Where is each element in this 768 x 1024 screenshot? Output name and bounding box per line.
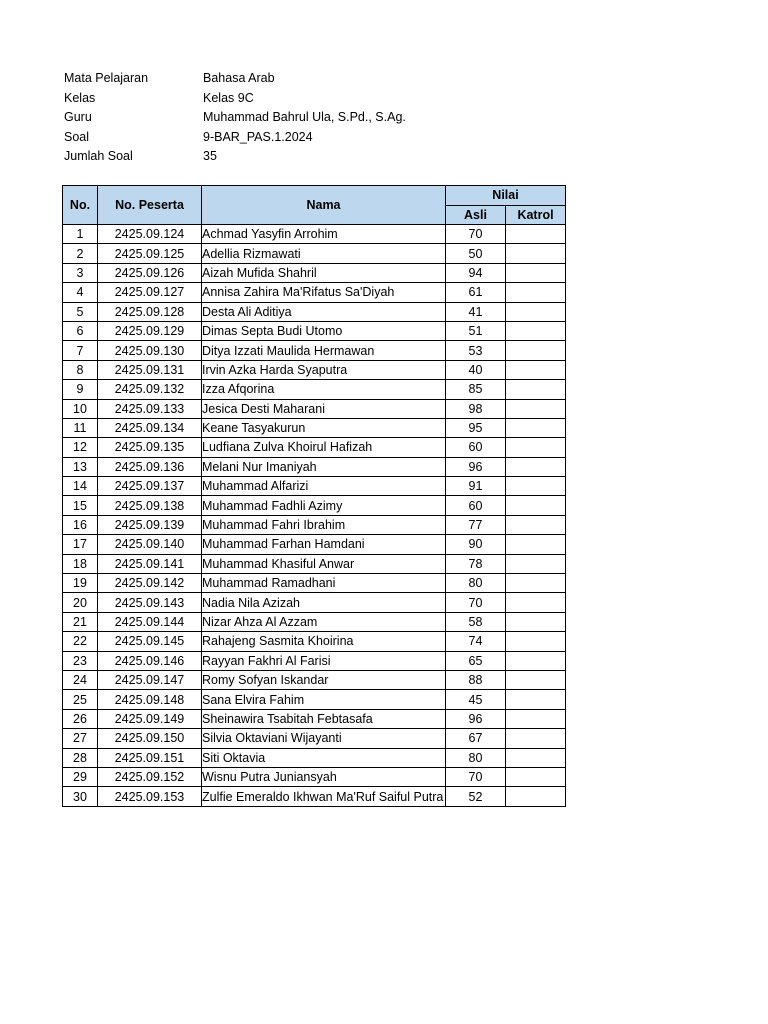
cell-original-score: 67 [446, 729, 506, 748]
cell-adjusted-score [506, 399, 566, 418]
cell-number: 2 [63, 244, 98, 263]
cell-number: 17 [63, 535, 98, 554]
info-label: Mata Pelajaran [64, 71, 149, 85]
cell-name: Muhammad Alfarizi [202, 477, 446, 496]
cell-original-score: 94 [446, 263, 506, 282]
cell-participant-number: 2425.09.147 [98, 670, 202, 689]
cell-participant-number: 2425.09.149 [98, 709, 202, 728]
cell-original-score: 60 [446, 496, 506, 515]
header-adjusted-score: Katrol [506, 205, 566, 225]
info-label: Kelas [64, 90, 96, 105]
cell-original-score: 65 [446, 651, 506, 670]
cell-name: Sana Elvira Fahim [202, 690, 446, 709]
cell-name: Sheinawira Tsabitah Febtasafa [202, 709, 446, 728]
cell-name: Muhammad Ramadhani [202, 574, 446, 593]
cell-number: 12 [63, 438, 98, 457]
cell-original-score: 74 [446, 632, 506, 651]
cell-adjusted-score [506, 438, 566, 457]
cell-participant-number: 2425.09.146 [98, 651, 202, 670]
cell-adjusted-score [506, 787, 566, 806]
cell-adjusted-score [506, 341, 566, 360]
table-row [63, 302, 566, 321]
table-row [63, 380, 566, 399]
info-row-teacher [64, 108, 406, 128]
table-row [63, 418, 566, 437]
cell-adjusted-score [506, 263, 566, 282]
cell-number: 5 [63, 302, 98, 321]
cell-number: 15 [63, 496, 98, 515]
table-row [63, 457, 566, 476]
cell-original-score: 98 [446, 399, 506, 418]
table-row [63, 263, 566, 282]
cell-participant-number: 2425.09.141 [98, 554, 202, 573]
cell-participant-number: 2425.09.132 [98, 380, 202, 399]
cell-number: 22 [63, 632, 98, 651]
cell-number: 18 [63, 554, 98, 573]
cell-participant-number: 2425.09.140 [98, 535, 202, 554]
cell-original-score: 90 [446, 535, 506, 554]
table-row [63, 438, 566, 457]
header-original-score: Asli [446, 205, 506, 225]
info-row-question-count [64, 147, 406, 167]
cell-name: Ludfiana Zulva Khoirul Hafizah [202, 438, 446, 457]
cell-name: Annisa Zahira Ma'Rifatus Sa'Diyah [202, 283, 446, 302]
cell-name: Izza Afqorina [202, 380, 446, 399]
cell-original-score: 61 [446, 283, 506, 302]
cell-adjusted-score [506, 380, 566, 399]
cell-name: Keane Tasyakurun [202, 418, 446, 437]
cell-original-score: 70 [446, 593, 506, 612]
cell-name: Wisnu Putra Juniansyah [202, 767, 446, 786]
cell-original-score: 53 [446, 341, 506, 360]
cell-name: Rahajeng Sasmita Khoirina [202, 632, 446, 651]
cell-adjusted-score [506, 360, 566, 379]
cell-adjusted-score [506, 283, 566, 302]
cell-number: 14 [63, 477, 98, 496]
cell-adjusted-score [506, 244, 566, 263]
cell-participant-number: 2425.09.142 [98, 574, 202, 593]
cell-participant-number: 2425.09.130 [98, 341, 202, 360]
info-value: Bahasa Arab [203, 71, 275, 85]
cell-original-score: 70 [446, 225, 506, 244]
cell-adjusted-score [506, 690, 566, 709]
cell-participant-number: 2425.09.145 [98, 632, 202, 651]
cell-original-score: 85 [446, 380, 506, 399]
table-row [63, 612, 566, 631]
cell-number: 6 [63, 321, 98, 340]
header-participant-number: No. Peserta [98, 186, 202, 225]
grades-table-body [63, 225, 566, 807]
info-label: Jumlah Soal [64, 149, 133, 163]
table-row [63, 283, 566, 302]
table-row [63, 554, 566, 573]
cell-adjusted-score [506, 574, 566, 593]
cell-name: Nadia Nila Azizah [202, 593, 446, 612]
info-value: 9-BAR_PAS.1.2024 [203, 129, 313, 144]
cell-number: 7 [63, 341, 98, 360]
cell-name: Achmad Yasyfin Arrohim [202, 225, 446, 244]
cell-number: 16 [63, 515, 98, 534]
info-label: Soal [64, 129, 90, 144]
cell-original-score: 96 [446, 457, 506, 476]
cell-original-score: 52 [446, 787, 506, 806]
table-row [63, 477, 566, 496]
info-value: 35 [203, 149, 217, 163]
cell-participant-number: 2425.09.133 [98, 399, 202, 418]
cell-number: 28 [63, 748, 98, 767]
table-row [63, 360, 566, 379]
cell-adjusted-score [506, 729, 566, 748]
cell-number: 8 [63, 360, 98, 379]
cell-participant-number: 2425.09.136 [98, 457, 202, 476]
table-row [63, 651, 566, 670]
cell-name: Irvin Azka Harda Syaputra [202, 360, 446, 379]
cell-adjusted-score [506, 593, 566, 612]
table-row [63, 709, 566, 728]
cell-adjusted-score [506, 321, 566, 340]
cell-original-score: 60 [446, 438, 506, 457]
cell-original-score: 91 [446, 477, 506, 496]
cell-participant-number: 2425.09.144 [98, 612, 202, 631]
cell-number: 19 [63, 574, 98, 593]
cell-name: Melani Nur Imaniyah [202, 457, 446, 476]
info-label: Guru [64, 110, 92, 124]
table-row [63, 748, 566, 767]
cell-adjusted-score [506, 632, 566, 651]
cell-original-score: 95 [446, 418, 506, 437]
cell-participant-number: 2425.09.152 [98, 767, 202, 786]
cell-adjusted-score [506, 554, 566, 573]
cell-participant-number: 2425.09.137 [98, 477, 202, 496]
cell-original-score: 80 [446, 748, 506, 767]
cell-adjusted-score [506, 302, 566, 321]
cell-number: 25 [63, 690, 98, 709]
cell-participant-number: 2425.09.143 [98, 593, 202, 612]
cell-participant-number: 2425.09.128 [98, 302, 202, 321]
cell-adjusted-score [506, 457, 566, 476]
cell-original-score: 58 [446, 612, 506, 631]
cell-number: 10 [63, 399, 98, 418]
cell-name: Siti Oktavia [202, 748, 446, 767]
cell-name: Adellia Rizmawati [202, 244, 446, 263]
cell-participant-number: 2425.09.127 [98, 283, 202, 302]
cell-participant-number: 2425.09.124 [98, 225, 202, 244]
table-row [63, 729, 566, 748]
cell-name: Jesica Desti Maharani [202, 399, 446, 418]
info-value: Muhammad Bahrul Ula, S.Pd., S.Ag. [203, 110, 406, 124]
table-row [63, 632, 566, 651]
table-row [63, 321, 566, 340]
table-row [63, 515, 566, 534]
cell-original-score: 80 [446, 574, 506, 593]
table-row [63, 574, 566, 593]
cell-original-score: 51 [446, 321, 506, 340]
cell-participant-number: 2425.09.150 [98, 729, 202, 748]
cell-original-score: 45 [446, 690, 506, 709]
cell-original-score: 77 [446, 515, 506, 534]
cell-name: Muhammad Khasiful Anwar [202, 554, 446, 573]
cell-original-score: 88 [446, 670, 506, 689]
cell-number: 20 [63, 593, 98, 612]
cell-number: 3 [63, 263, 98, 282]
cell-adjusted-score [506, 651, 566, 670]
cell-number: 30 [63, 787, 98, 806]
cell-name: Muhammad Farhan Hamdani [202, 535, 446, 554]
cell-name: Nizar Ahza Al Azzam [202, 612, 446, 631]
cell-name: Muhammad Fahri Ibrahim [202, 515, 446, 534]
exam-info-block [64, 69, 406, 167]
cell-number: 26 [63, 709, 98, 728]
table-row [63, 690, 566, 709]
cell-name: Romy Sofyan Iskandar [202, 670, 446, 689]
cell-adjusted-score [506, 515, 566, 534]
info-row-exam-code [64, 128, 406, 148]
cell-adjusted-score [506, 670, 566, 689]
table-row [63, 593, 566, 612]
cell-participant-number: 2425.09.135 [98, 438, 202, 457]
table-row [63, 244, 566, 263]
table-row [63, 787, 566, 806]
cell-name: Muhammad Fadhli Azimy [202, 496, 446, 515]
table-row [63, 225, 566, 244]
cell-number: 11 [63, 418, 98, 437]
cell-original-score: 96 [446, 709, 506, 728]
cell-name: Aizah Mufida Shahril [202, 263, 446, 282]
cell-number: 29 [63, 767, 98, 786]
cell-number: 4 [63, 283, 98, 302]
grades-table-header [63, 186, 566, 225]
cell-name: Silvia Oktaviani Wijayanti [202, 729, 446, 748]
cell-participant-number: 2425.09.148 [98, 690, 202, 709]
table-row [63, 767, 566, 786]
cell-adjusted-score [506, 496, 566, 515]
cell-adjusted-score [506, 225, 566, 244]
cell-adjusted-score [506, 748, 566, 767]
cell-name: Ditya Izzati Maulida Hermawan [202, 341, 446, 360]
cell-original-score: 78 [446, 554, 506, 573]
cell-number: 21 [63, 612, 98, 631]
cell-participant-number: 2425.09.129 [98, 321, 202, 340]
cell-participant-number: 2425.09.125 [98, 244, 202, 263]
cell-number: 9 [63, 380, 98, 399]
cell-participant-number: 2425.09.138 [98, 496, 202, 515]
header-score-group: Nilai [446, 186, 566, 206]
header-no: No. [63, 186, 98, 225]
cell-name: Zulfie Emeraldo Ikhwan Ma'Ruf Saiful Putra [202, 787, 446, 806]
grades-table [62, 185, 566, 807]
cell-number: 24 [63, 670, 98, 689]
cell-original-score: 50 [446, 244, 506, 263]
cell-name: Desta Ali Aditiya [202, 302, 446, 321]
info-row-class [64, 89, 406, 109]
header-row [63, 186, 566, 206]
cell-participant-number: 2425.09.126 [98, 263, 202, 282]
table-row [63, 670, 566, 689]
cell-name: Rayyan Fakhri Al Farisi [202, 651, 446, 670]
cell-adjusted-score [506, 767, 566, 786]
table-row [63, 399, 566, 418]
cell-adjusted-score [506, 535, 566, 554]
table-row [63, 535, 566, 554]
cell-original-score: 40 [446, 360, 506, 379]
table-row [63, 341, 566, 360]
header-name: Nama [202, 186, 446, 225]
cell-participant-number: 2425.09.153 [98, 787, 202, 806]
cell-participant-number: 2425.09.134 [98, 418, 202, 437]
cell-original-score: 70 [446, 767, 506, 786]
cell-adjusted-score [506, 709, 566, 728]
cell-number: 27 [63, 729, 98, 748]
table-row [63, 496, 566, 515]
cell-number: 13 [63, 457, 98, 476]
cell-participant-number: 2425.09.151 [98, 748, 202, 767]
cell-adjusted-score [506, 418, 566, 437]
cell-name: Dimas Septa Budi Utomo [202, 321, 446, 340]
cell-adjusted-score [506, 612, 566, 631]
cell-participant-number: 2425.09.139 [98, 515, 202, 534]
cell-number: 1 [63, 225, 98, 244]
cell-number: 23 [63, 651, 98, 670]
cell-original-score: 41 [446, 302, 506, 321]
cell-adjusted-score [506, 477, 566, 496]
cell-participant-number: 2425.09.131 [98, 360, 202, 379]
info-value: Kelas 9C [203, 90, 254, 105]
info-row-subject [64, 69, 406, 89]
